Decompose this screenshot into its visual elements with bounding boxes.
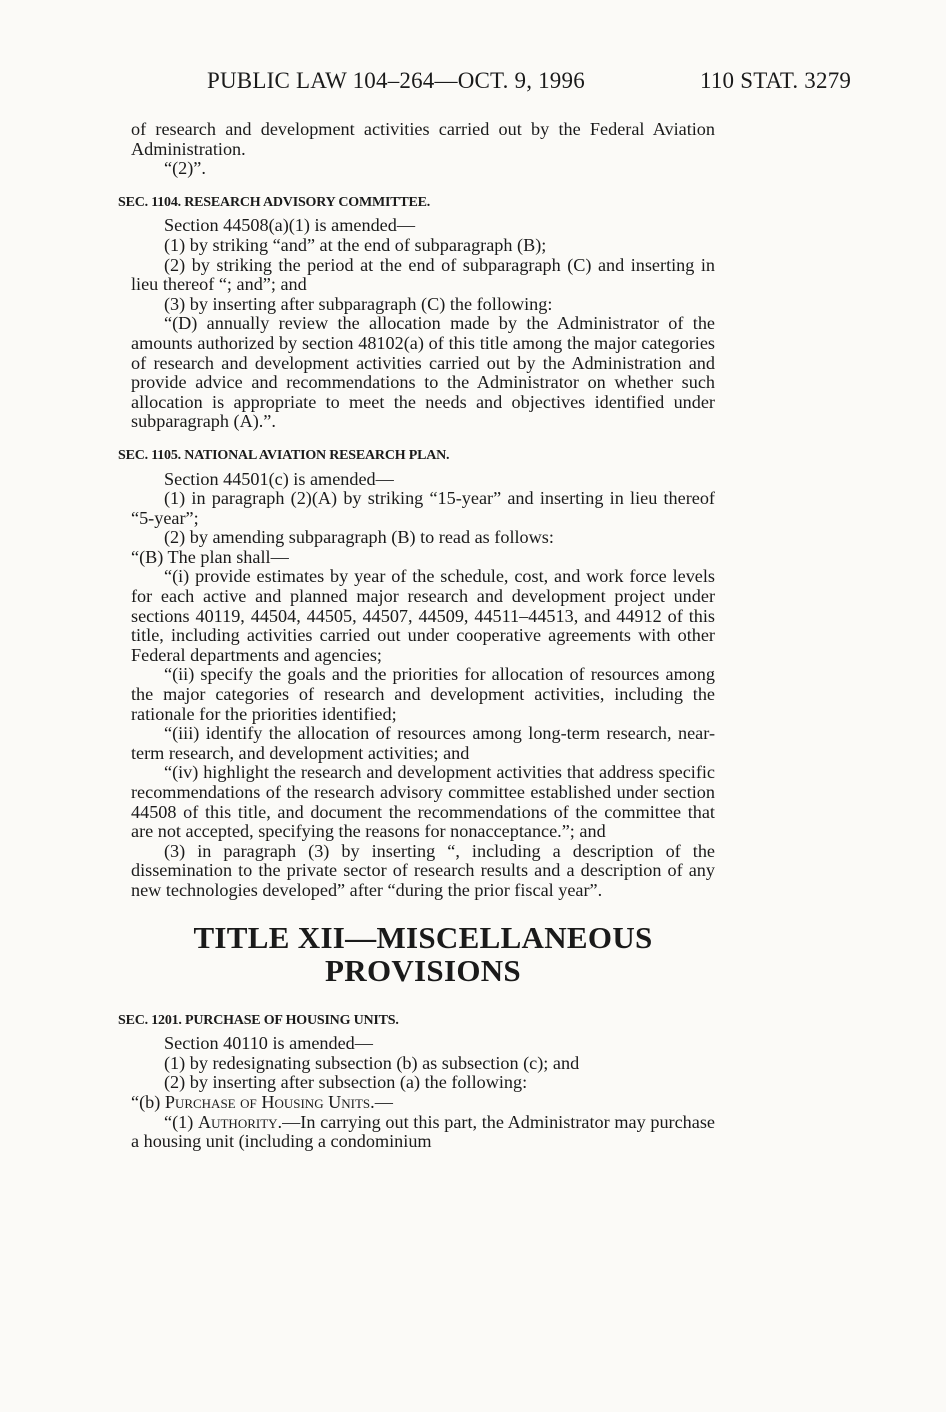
header-law-date: PUBLIC LAW 104–264—OCT. 9, 1996: [207, 68, 585, 93]
subsection-prefix: “(b): [131, 1091, 165, 1112]
section-heading-1105: SEC. 1105. NATIONAL AVIATION RESEARCH PLAN.: [118, 447, 450, 463]
page-body: [118, 119, 715, 1152]
paragraph: (3) by inserting after subparagraph (C) the following:: [164, 293, 553, 314]
header-stat-page: 110 STAT. 3279: [700, 68, 852, 93]
paragraph: “(iii) identify the allocation of resources among long-term research, near-term research, and development activities; and: [131, 723, 715, 763]
subsection-heading: [131, 1093, 715, 1113]
subsection-suffix: .—: [370, 1091, 393, 1112]
paragraph: of research and development activities carried out by the Federal Aviation Administration.: [131, 119, 715, 159]
title-line-2: PROVISIONS: [325, 952, 521, 988]
paragraph: Section 44501(c) is amended—: [164, 468, 394, 489]
paragraph: (1) by redesignating subsection (b) as subsection (c); and: [164, 1052, 580, 1073]
title-line-1: TITLE XII—MISCELLANEOUS: [193, 919, 653, 955]
paragraph: “(iv) highlight the research and development activities that address specific recommendations of the research advisory committee established under section 44508 of this title, and document the recommendations of the committee that are not accepted, specifying the reasons for nonacceptance.”; and: [131, 762, 715, 842]
paragraph: “(B) The plan shall—: [131, 546, 289, 567]
section-heading-1201: SEC. 1201. PURCHASE OF HOUSING UNITS.: [118, 1012, 399, 1028]
paragraph: (2) by amending subparagraph (B) to read as follows:: [164, 527, 554, 548]
subsection-title: Purchase of Housing Units: [164, 1091, 371, 1112]
paragraph: Section 40110 is amended—: [164, 1033, 373, 1054]
paragraph: “(i) provide estimates by year of the schedule, cost, and work force levels for each active and planned major research and development project under sections 40119, 44504, 44505, 44507, 44509, 44511–44513, and 44912 of this title, including activities carried out under cooperative agreements with other Federal departments and agencies;: [131, 566, 715, 665]
title-heading: [131, 921, 715, 987]
paragraph: [131, 1113, 715, 1152]
paragraph: (1) in paragraph (2)(A) by striking “15-year” and inserting in lieu thereof “5-year”;: [131, 488, 715, 528]
paragraph-text: .—In carrying out this part, the Administrator may purchase a housing unit (including a condominium: [131, 1111, 715, 1152]
paragraph: (2) by inserting after subsection (a) the following:: [164, 1072, 528, 1093]
paragraph-prefix: “(1): [164, 1111, 198, 1132]
section-heading-1104: SEC. 1104. RESEARCH ADVISORY COMMITTEE.: [118, 194, 431, 210]
paragraph-heading: Authority: [197, 1111, 278, 1132]
paragraph: “(D) annually review the allocation made by the Administrator of the amounts authorized by section 48102(a) of this title among the major categories of research and development activities carried out by the Administration and provide advice and recommendations to the Administrator on whether such allocation is appropriate to meet the needs and objectives identified under subparagraph (A).”.: [131, 313, 715, 432]
paragraph: (3) in paragraph (3) by inserting “, including a description of the dissemination to the private sector of research results and a description of any new technologies developed” after “during the prior fiscal year”.: [131, 840, 715, 900]
paragraph: “(2)”.: [164, 158, 206, 179]
paragraph: “(ii) specify the goals and the priorities for allocation of resources among the major categories of research and development activities, including the rationale for the priorities identified;: [131, 664, 715, 724]
running-header: [0, 68, 946, 98]
paragraph: (2) by striking the period at the end of subparagraph (C) and inserting in lieu thereof “; and”; and: [131, 254, 715, 295]
paragraph: Section 44508(a)(1) is amended—: [164, 215, 416, 236]
paragraph: (1) by striking “and” at the end of subparagraph (B);: [164, 234, 547, 255]
